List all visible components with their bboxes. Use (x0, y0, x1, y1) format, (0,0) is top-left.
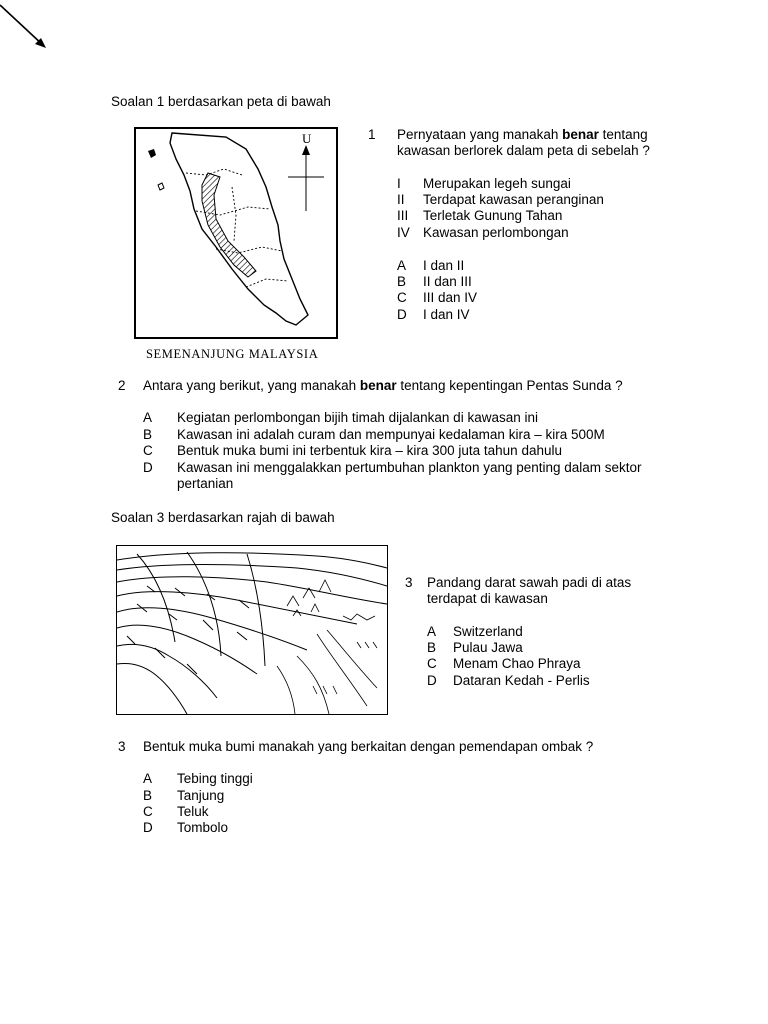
rice-terrace-sketch-icon (117, 546, 387, 714)
q3a-number: 3 (405, 575, 413, 590)
q3b-number: 3 (118, 739, 126, 754)
section-1-heading: Soalan 1 berdasarkan peta di bawah (111, 94, 331, 109)
q1-stem-line2: kawasan berlorek dalam peta di sebelah ? (397, 143, 650, 158)
q3a-stem-line2: terdapat di kawasan (427, 591, 548, 606)
q1-number: 1 (368, 127, 376, 142)
q2-number: 2 (118, 378, 126, 393)
section-3-heading: Soalan 3 berdasarkan rajah di bawah (111, 510, 335, 525)
q1-option-b[interactable]: B II dan III (397, 274, 472, 289)
q3a-stem: Pandang darat sawah padi di atas (427, 575, 632, 590)
peninsular-malaysia-map (134, 127, 338, 339)
q2-option-d[interactable]: D Kawasan ini menggalakkan pertumbuhan plankton yang penting dalam sektor (143, 460, 642, 475)
q1-statement: IV Kawasan perlombongan (397, 225, 569, 240)
q1-statement: I Merupakan legeh sungai (397, 176, 571, 191)
q1-option-a[interactable]: A I dan II (397, 258, 465, 273)
q3a-option-d[interactable]: D Dataran Kedah - Perlis (427, 673, 590, 688)
q1-option-c[interactable]: C III dan IV (397, 290, 478, 305)
q1-stem: Pernyataan yang manakah benar tentang (397, 127, 648, 142)
q2-option-c[interactable]: C Bentuk muka bumi ini terbentuk kira – kira 300 juta tahun dahulu (143, 443, 562, 458)
peninsular-malaysia-map-icon (136, 129, 336, 337)
q3b-option-a[interactable]: A Tebing tinggi (143, 771, 253, 786)
north-label: U (302, 131, 312, 146)
q2-option-b[interactable]: B Kawasan ini adalah curam dan mempunyai kedalaman kira – kira 500M (143, 427, 605, 442)
q2-option-d-line2: pertanian (177, 476, 234, 491)
q3b-option-c[interactable]: C Teluk (143, 804, 209, 819)
q3a-option-a[interactable]: A Switzerland (427, 624, 523, 639)
map-caption: SEMENANJUNG MALAYSIA (146, 347, 319, 361)
q3a-option-c[interactable]: C Menam Chao Phraya (427, 656, 581, 671)
q1-statement: III Terletak Gunung Tahan (397, 208, 563, 223)
q2-stem: Antara yang berikut, yang manakah benar tentang kepentingan Pentas Sunda ? (143, 378, 623, 393)
q1-statement: II Terdapat kawasan peranginan (397, 192, 604, 207)
q3b-stem: Bentuk muka bumi manakah yang berkaitan dengan pemendapan ombak ? (143, 739, 594, 754)
rice-terrace-sketch (116, 545, 388, 715)
q1-option-d[interactable]: D I dan IV (397, 307, 470, 322)
q3b-option-d[interactable]: D Tombolo (143, 820, 229, 835)
q2-option-a[interactable]: A Kegiatan perlombongan bijih timah dijalankan di kawasan ini (143, 410, 538, 425)
q3a-option-b[interactable]: B Pulau Jawa (427, 640, 523, 655)
q3b-option-b[interactable]: B Tanjung (143, 788, 225, 803)
diagonal-arrow-icon (0, 0, 60, 60)
